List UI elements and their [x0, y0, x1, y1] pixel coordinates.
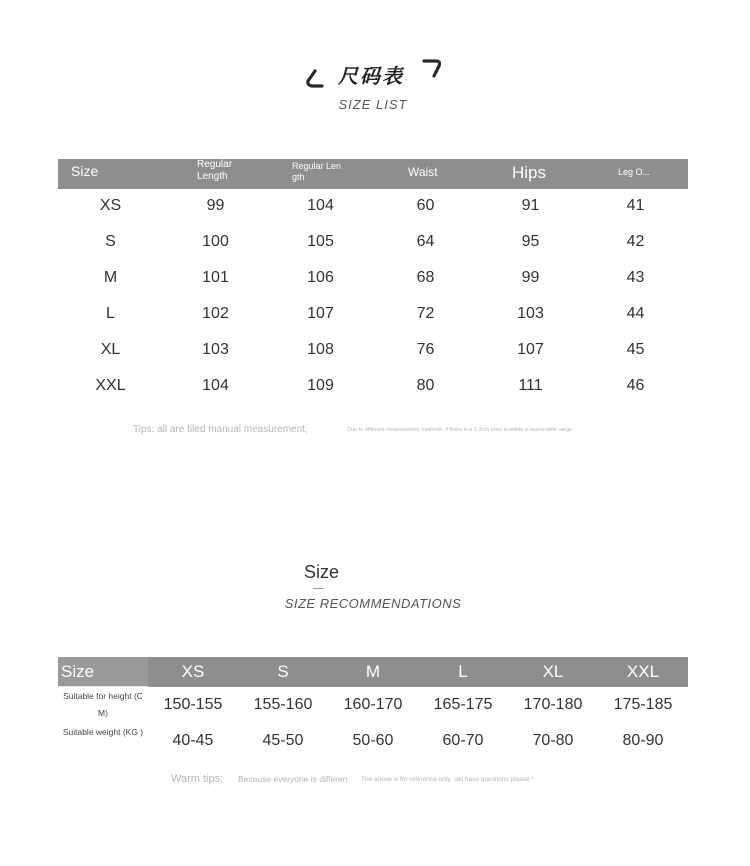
table-cell: 111	[518, 377, 543, 394]
table-cell: 103	[517, 305, 544, 322]
right-swoosh-icon	[422, 57, 444, 79]
table-cell: 175-185	[613, 696, 673, 713]
header-size: Size	[61, 662, 95, 681]
table-cell: 70-80	[532, 732, 574, 749]
table-cell: 100	[202, 233, 229, 250]
header-regular-length-2: Regular Len gth	[292, 161, 342, 182]
table-cell: 64	[416, 233, 435, 250]
header-size: Size	[71, 163, 99, 179]
table-cell: 107	[517, 341, 544, 358]
table-row	[58, 687, 688, 723]
header-hips: Hips	[512, 163, 547, 182]
header-s: S	[277, 662, 289, 681]
size-list-header	[58, 159, 688, 189]
table-cell: L	[106, 305, 115, 322]
table-cell: 104	[307, 197, 334, 214]
table-cell: 95	[521, 233, 540, 250]
table-cell: 104	[202, 377, 229, 394]
warm-tips-label: Warm tips:	[171, 773, 224, 785]
header-xs: XS	[181, 662, 205, 681]
table-cell: 50-60	[352, 732, 394, 749]
table-cell: 76	[416, 341, 435, 358]
table-cell: 80	[416, 377, 435, 394]
title-underline	[313, 588, 323, 589]
table-cell: 101	[202, 269, 229, 286]
table-cell: 170-180	[523, 696, 583, 713]
warm-tips-text: Because everyone is differen	[238, 774, 348, 784]
size-recommend-subtitle: SIZE RECOMMENDATIONS	[284, 596, 462, 611]
header-xl: XL	[542, 662, 564, 681]
size-chart-title: 尺码表	[338, 64, 404, 88]
table-row	[58, 188, 688, 224]
table-cell: 99	[206, 197, 225, 214]
table-cell: 91	[521, 197, 540, 214]
left-swoosh-icon	[302, 68, 324, 90]
table-cell: 46	[626, 377, 645, 394]
table-cell: 150-155	[163, 696, 223, 713]
table-cell: 106	[307, 269, 334, 286]
table-cell: 60	[416, 197, 435, 214]
warm-tips-extra: The above is for reference only, still have questions please *	[361, 776, 534, 783]
table-cell: 109	[307, 377, 334, 394]
size-recommend-title: Size	[304, 562, 340, 582]
table-cell: 165-175	[433, 696, 493, 713]
header-regular-length: Regular Length	[197, 159, 233, 182]
header-leg-opening: Leg O...	[618, 167, 651, 177]
size-recommend-header-labels	[58, 657, 688, 687]
table-cell: 102	[202, 305, 229, 322]
table-row	[58, 723, 688, 759]
table-cell: XS	[99, 197, 122, 214]
table-row	[58, 224, 688, 260]
table-cell: 68	[416, 269, 435, 286]
measurement-tips-detail: Due to different measurement methods, if there is a 1-3cm error is within a reasonable range	[347, 427, 573, 433]
table-cell: 99	[521, 269, 540, 286]
table-cell: 45	[626, 341, 645, 358]
table-cell: 105	[307, 233, 334, 250]
table-cell: M	[103, 269, 118, 286]
table-cell: 42	[626, 233, 645, 250]
header-m: M	[365, 662, 381, 681]
table-cell: S	[105, 233, 116, 250]
table-cell: 60-70	[442, 732, 484, 749]
table-cell: 41	[626, 197, 645, 214]
table-cell: XXL	[95, 377, 126, 394]
table-cell: 103	[202, 341, 229, 358]
table-row	[58, 332, 688, 368]
table-cell: 44	[626, 305, 645, 322]
table-cell: 80-90	[622, 732, 664, 749]
table-cell: XL	[100, 341, 121, 358]
table-row	[58, 296, 688, 332]
table-cell: 155-160	[253, 696, 313, 713]
table-cell: 40-45	[172, 732, 214, 749]
table-cell: 43	[626, 269, 645, 286]
size-list-subtitle: SIZE LIST	[338, 97, 408, 112]
table-row	[58, 260, 688, 296]
header-waist: Waist	[408, 165, 438, 179]
table-cell: 72	[416, 305, 435, 322]
table-cell: 107	[307, 305, 334, 322]
table-cell: 108	[307, 341, 334, 358]
row-label-weight: Suitable weight (KG )	[62, 727, 144, 737]
measurement-tips: Tips: all are tiled manual measurement,	[133, 424, 308, 435]
row-label-height: Suitable for height (C M)	[63, 691, 143, 718]
table-row	[58, 368, 688, 404]
table-cell: 45-50	[262, 732, 304, 749]
header-xxl: XXL	[626, 662, 660, 681]
table-cell: 160-170	[343, 696, 403, 713]
header-l: L	[458, 662, 468, 681]
